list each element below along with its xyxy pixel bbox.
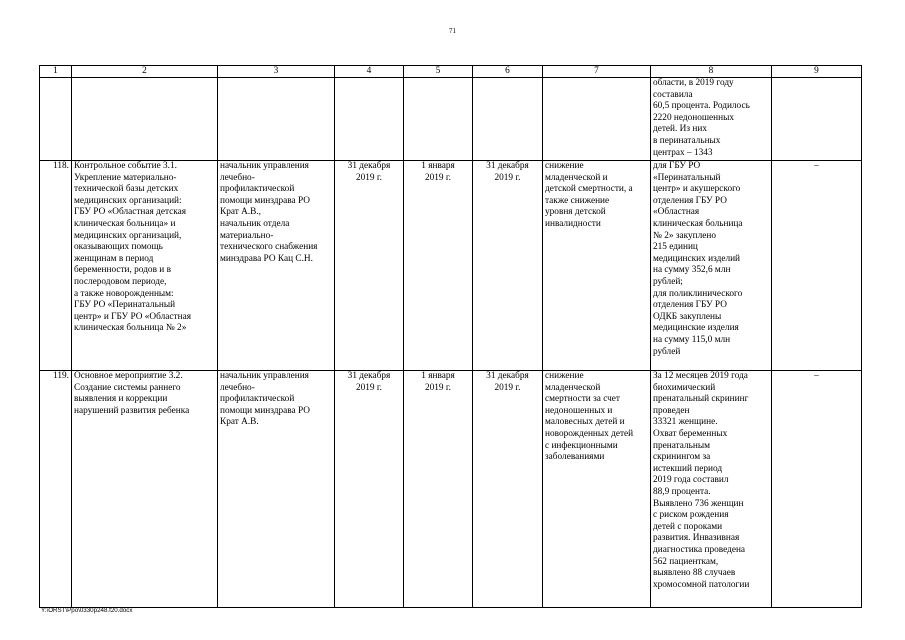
start-date: 1 января 2019 г. (404, 161, 473, 371)
column-number: 7 (543, 66, 651, 78)
column-number: 9 (772, 66, 862, 78)
planned-date: 31 декабря 2019 г. (335, 161, 404, 371)
column-number: 6 (473, 66, 543, 78)
start-date: 1 января 2019 г. (404, 371, 473, 608)
table-cell (218, 78, 335, 161)
end-date: 31 декабря 2019 г. (473, 161, 543, 371)
expected-result: снижение младенческой и детской смертности, а также снижение уровня детской инвалидности (543, 161, 651, 371)
column-number: 2 (72, 66, 218, 78)
page-number: 71 (449, 27, 456, 35)
event-description: Основное мероприятие 3.2. Создание системы раннего выявления и коррекции нарушений развития ребенка (72, 371, 218, 608)
row-number: 119. (40, 371, 72, 608)
table-cell (772, 78, 862, 161)
actual-result: За 12 месяцев 2019 года биохимический пренатальный скрининг проведен 33321 женщине. Охват беременных пренатальным скринингом за истекший период 2019 года составил 88,9 процента. Выявлено 736 женщин с риском рождения детей с пороками развития. Инвазивная диагностика проведена 562 пациенткам, выявлено 88 случаев хромосомной патологии (651, 371, 772, 608)
column-number: 1 (40, 66, 72, 78)
expected-result: снижение младенческой смертности за счет недоношенных и маловесных детей и новорожденных детей с инфекционными заболеваниями (543, 371, 651, 608)
note: – (772, 161, 862, 371)
table-row (40, 161, 862, 371)
responsible-person: начальник управления лечебно- профилактической помощи минздрава РО Крат А.В. (218, 371, 335, 608)
plan-table (39, 65, 862, 608)
table-cell (72, 78, 218, 161)
table-cell (40, 78, 72, 161)
table-cell (404, 78, 473, 161)
continuation-row (40, 78, 862, 161)
table-cell (473, 78, 543, 161)
event-description: Контрольное событие 3.1. Укрепление материально- технической базы детских медицинских организаций: ГБУ РО «Областная детская клиническая больница» и медицинских организаций, оказывающих помощь женщинам в период беременности, родов и в послеродовом периоде, а также новорожденным: ГБУ РО «Перинатальный центр» и ГБУ РО «Областная клиническая больница № 2» (72, 161, 218, 371)
note: – (772, 371, 862, 608)
table-row (40, 371, 862, 608)
actual-result: для ГБУ РО «Перинатальный центр» и акушерского отделения ГБУ РО «Областная клиническая больница № 2» закуплено 215 единиц медицинских изделий на сумму 352,6 млн рублей; для поликлинического отделения ГБУ РО ОДКБ закуплены медицинские изделия на сумму 115,0 млн рублей (651, 161, 772, 371)
table-cell (543, 78, 651, 161)
column-number: 4 (335, 66, 404, 78)
column-number: 8 (651, 66, 772, 78)
table-cell (335, 78, 404, 161)
row-number: 118. (40, 161, 72, 371)
column-number: 5 (404, 66, 473, 78)
column-number-row (40, 66, 862, 78)
planned-date: 31 декабря 2019 г. (335, 371, 404, 608)
file-path-footer: Y:\ORST\Ppo\0330p248.f20.docx (41, 607, 133, 614)
actual-result-continued: области, в 2019 году составила 60,5 процента. Родилось 2220 недоношенных детей. Из них в перинатальных центрах – 1343 (651, 78, 772, 161)
end-date: 31 декабря 2019 г. (473, 371, 543, 608)
responsible-person: начальник управления лечебно- профилактической помощи минздрава РО Крат А.В., начальник отдела материально- технического снабжения минздрава РО Кац С.Н. (218, 161, 335, 371)
column-number: 3 (218, 66, 335, 78)
